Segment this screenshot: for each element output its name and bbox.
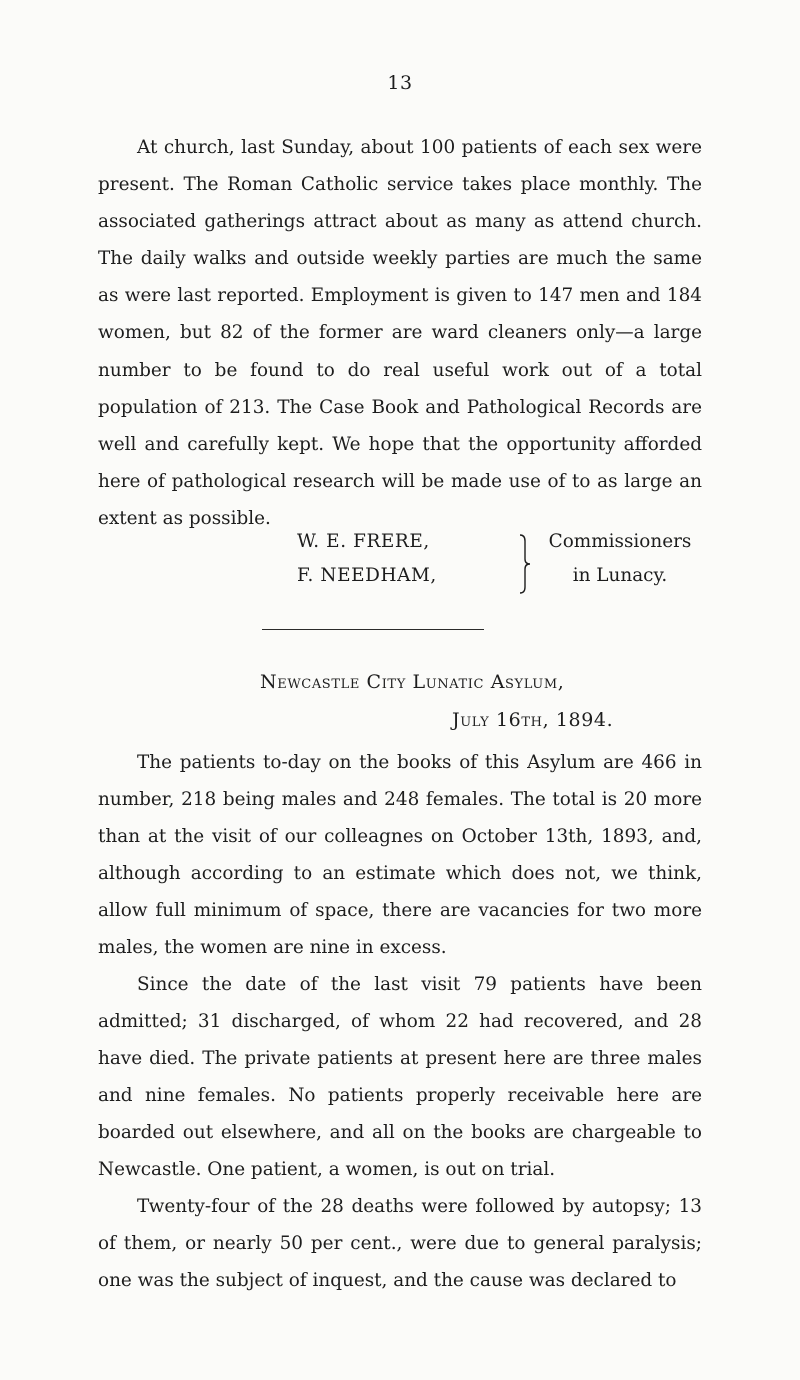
paragraph-patient-numbers: The patients to-day on the books of this Asylum are 466 in number, 218 being males and 248 females. The total is 20 more than at the visit of our colleagnes on October 13th, 1893, and, although according to an estimate which does not, we think, allow full minimum of space, there are vacancies for two more males, the women are nine in excess.: [98, 752, 702, 959]
signatory-name: W. E. FRERE,: [297, 531, 430, 552]
section-divider: [262, 629, 484, 630]
section-heading: Newcastle City Lunatic Asylum,: [260, 671, 565, 693]
signature-block: [0, 519, 800, 599]
paragraph-admissions: Since the date of the last visit 79 patients have been admitted; 31 discharged, of whom 22 had recovered, and 28 have died. The private patients at present here are three males and nine females. No patients properly receivable here are boarded out elsewhere, and all on the books are chargeable to Newcastle. One patient, a women, is out on trial.: [98, 974, 702, 1181]
signatory-role: in Lunacy.: [572, 565, 668, 586]
signatory-name: F. NEEDHAM,: [297, 565, 437, 586]
page-number: 13: [387, 72, 413, 94]
signatory-role: Commissioners: [548, 531, 692, 552]
paragraph-church-attendance: At church, last Sunday, about 100 patients of each sex were present. The Roman Catholic service takes place monthly. The associated gatherings attract about as many as attend church. The daily walks and outside weekly parties are much the same as were last reported. Employment is given to 147 men and 184 women, but 82 of the former are ward cleaners only—a large number to be found to do real useful work out of a total population of 213. The Case Book and Pathological Records are well and carefully kept. We hope that the opportunity afforded here of pathological research will be made use of to as large an extent as possible.: [98, 137, 702, 529]
section-date: July 16th, 1894.: [452, 709, 614, 731]
paragraph-deaths: Twenty-four of the 28 deaths were followed by autopsy; 13 of them, or nearly 50 per cent., were due to general paralysis; one was the subject of inquest, and the cause was declared to: [98, 1196, 702, 1292]
